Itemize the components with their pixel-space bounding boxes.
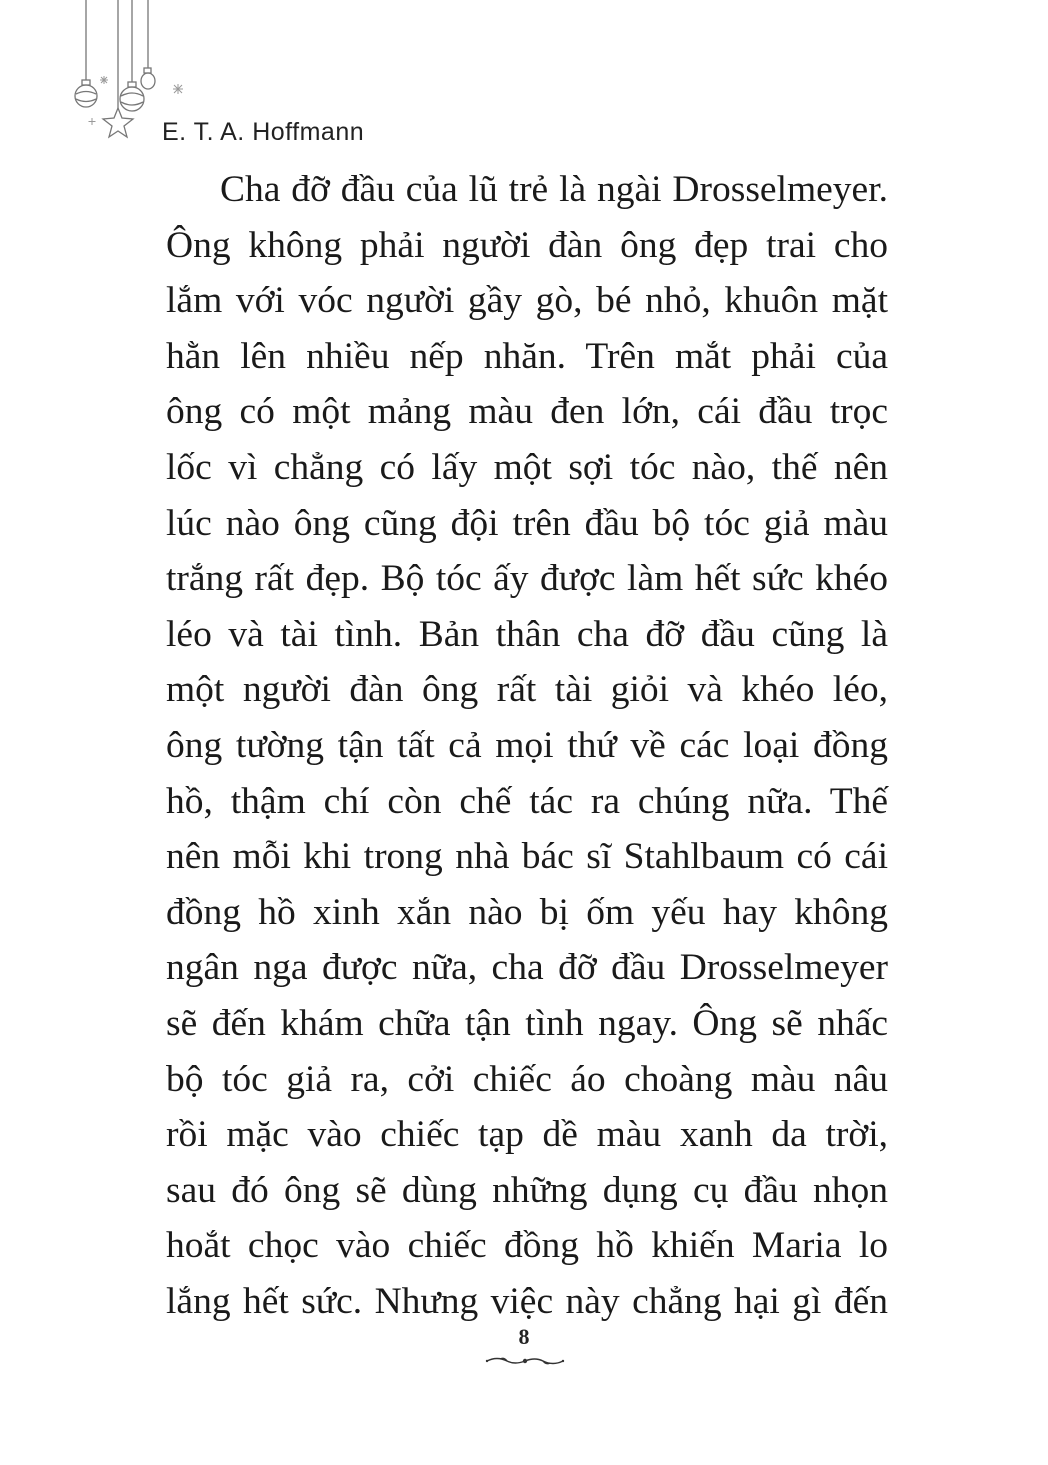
text-line: lắm với vóc người gầy gò, bé nhỏ, khuôn mặt [166,280,888,322]
text-line: một người đàn ông rất tài giỏi và khéo léo, [166,669,888,711]
text-line: hằn lên nhiều nếp nhăn. Trên mắt phải của [166,335,888,377]
text-line: Cha đỡ đầu của lũ trẻ là ngài Drosselmeyer. [220,169,888,210]
text-line: sẽ đến khám chữa tận tình ngay. Ông sẽ nhấc [166,1002,888,1044]
text-line: bộ tóc giả ra, cởi chiếc áo choàng màu nâu [166,1058,888,1100]
text-line: lắng hết sức. Nhưng việc này chẳng hại gì đến [166,1280,888,1322]
flourish-divider-icon [485,1354,565,1368]
text-line: lốc vì chẳng có lấy một sợi tóc nào, thế nên [166,446,888,488]
text-line: nên mỗi khi trong nhà bác sĩ Stahlbaum có cái [166,836,888,878]
running-header-author: E. T. A. Hoffmann [162,118,365,146]
text-line: hồ, thậm chí còn chế tác ra chúng nữa. Thế [166,780,888,822]
text-line: ngân nga được nữa, cha đỡ đầu Drosselmeyer [166,947,888,989]
text-line: ông có một mảng màu đen lớn, cái đầu trọc [166,391,888,433]
text-line: sau đó ông sẽ dùng những dụng cụ đầu nhọn [166,1169,888,1211]
text-line: rồi mặc vào chiếc tạp dề màu xanh da trời, [166,1114,888,1156]
text-line: trắng rất đẹp. Bộ tóc ấy được làm hết sức khéo [166,558,888,600]
text-line: léo và tài tình. Bản thân cha đỡ đầu cũng là [166,613,888,655]
body-text [166,162,888,1329]
text-line: Ông không phải người đàn ông đẹp trai cho [166,224,888,266]
text-line: ông tường tận tất cả mọi thứ về các loại đồng [166,724,888,766]
text-line: đồng hồ xinh xắn nào bị ốm yếu hay không [166,891,888,933]
page-number: 8 [518,1324,530,1349]
text-line: hoắt chọc vào chiếc đồng hồ khiến Maria lo [166,1225,888,1267]
text-line: lúc nào ông cũng đội trên đầu bộ tóc giả màu [166,502,888,544]
